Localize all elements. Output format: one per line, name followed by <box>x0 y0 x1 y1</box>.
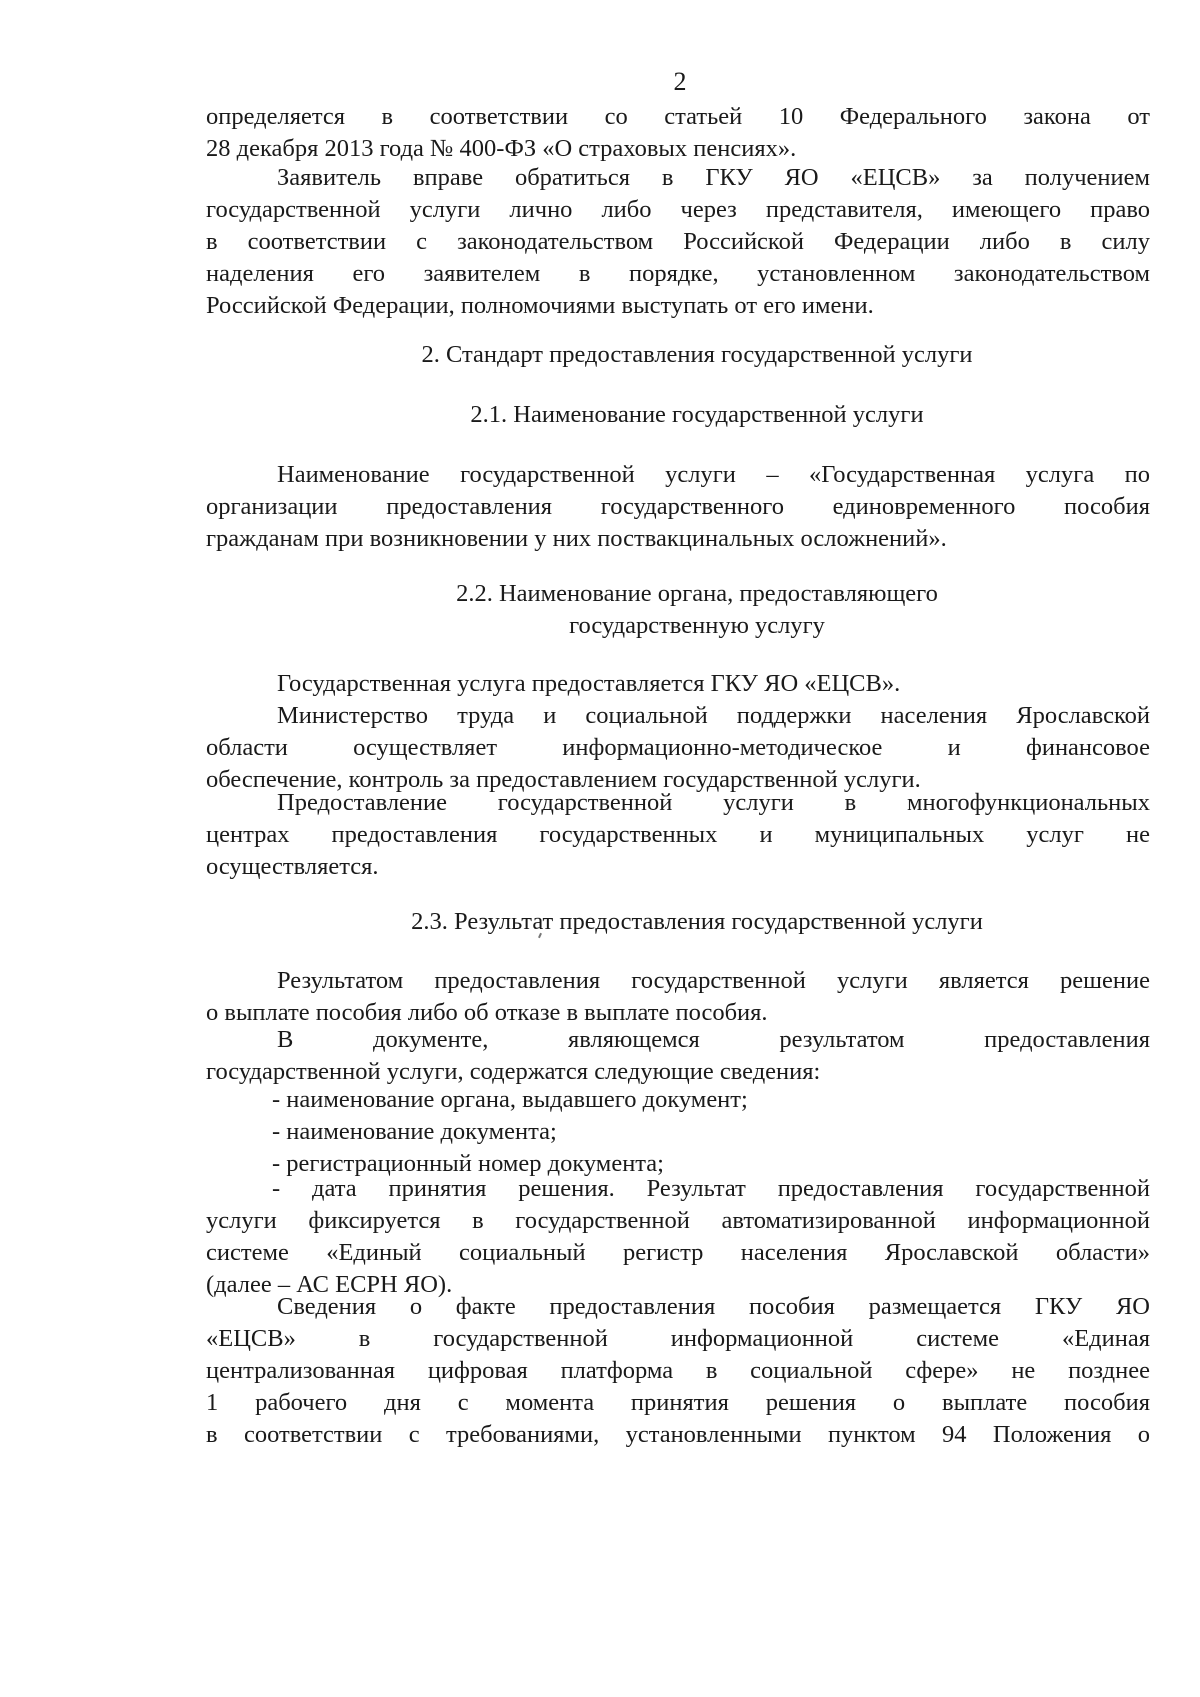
paragraph-applicant <box>206 162 1150 322</box>
section-heading-2: 2. Стандарт предоставления государственной услуги <box>421 341 973 368</box>
text-line: (далее – АС ЕСРН ЯО). <box>206 1271 453 1298</box>
text-line: гражданам при возникновении у них поствакцинальных осложнений». <box>206 525 947 552</box>
text-line: наделения его заявителем в порядке, установленном законодательством <box>206 260 1150 287</box>
text-line: государственной услуги, содержатся следующие сведения: <box>206 1058 821 1085</box>
heading-line: государственную услугу <box>569 612 825 639</box>
paragraph-intro <box>206 101 1150 165</box>
paragraph-2-2-c <box>206 787 1150 883</box>
list-item: - регистрационный номер документа; <box>272 1150 664 1177</box>
paragraph-2-3-d <box>206 1291 1150 1451</box>
text-line: определяется в соответствии со статьей 10 Федерального закона от <box>206 103 1150 130</box>
text-line: Заявитель вправе обратиться в ГКУ ЯО «ЕЦСВ» за получением <box>277 164 1150 191</box>
text-line: в соответствии с законодательством Российской Федерации либо в силу <box>206 228 1150 255</box>
paragraph-2-1 <box>206 459 1150 555</box>
text-line: осуществляется. <box>206 853 379 880</box>
heading-line: 2.2. Наименование органа, предоставляющего <box>456 580 938 607</box>
paragraph-2-2-b <box>206 700 1150 796</box>
section-heading-2-3: 2.3. Результат предоставления государственной услуги <box>411 908 983 935</box>
paragraph-2-3-b <box>206 1024 1150 1088</box>
section-heading-2-1: 2.1. Наименование государственной услуги <box>470 401 924 428</box>
text-line: 1 рабочего дня с момента принятия решения о выплате пособия <box>206 1389 1150 1416</box>
text-line: Российской Федерации, полномочиями выступать от его имени. <box>206 292 874 319</box>
list-item: - наименование органа, выдавшего документ; <box>272 1086 748 1113</box>
text-line: центрах предоставления государственных и муниципальных услуг не <box>206 821 1150 848</box>
text-line: в соответствии с требованиями, установленными пунктом 94 Положения о <box>206 1421 1150 1448</box>
text-line: Сведения о факте предоставления пособия размещается ГКУ ЯО <box>277 1293 1150 1320</box>
section-heading-2-2 <box>225 578 1169 642</box>
text-line: Министерство труда и социальной поддержки населения Ярославской <box>277 702 1150 729</box>
text-line: о выплате пособия либо об отказе в выплате пособия. <box>206 999 768 1026</box>
text-line: Предоставление государственной услуги в многофункциональных <box>277 789 1150 816</box>
result-details-list <box>206 1084 1150 1180</box>
text-line: обеспечение, контроль за предоставлением государственной услуги. <box>206 766 921 793</box>
list-item: - наименование документа; <box>272 1118 557 1145</box>
text-line: - дата принятия решения. Результат предоставления государственной <box>272 1175 1150 1202</box>
paragraph-2-2-a <box>206 668 1150 700</box>
text-line: организации предоставления государственного единовременного пособия <box>206 493 1150 520</box>
text-line: Результатом предоставления государственной услуги является решение <box>277 967 1150 994</box>
text-line: «ЕЦСВ» в государственной информационной системе «Единая <box>206 1325 1150 1352</box>
page-number: 2 <box>673 67 687 96</box>
text-line: Наименование государственной услуги – «Государственная услуга по <box>277 461 1150 488</box>
text-line: Государственная услуга предоставляется ГКУ ЯО «ЕЦСВ». <box>277 670 901 697</box>
paragraph-2-3-c <box>206 1173 1150 1301</box>
text-line: услуги фиксируется в государственной автоматизированной информационной <box>206 1207 1150 1234</box>
text-line: централизованная цифровая платформа в социальной сфере» не позднее <box>206 1357 1150 1384</box>
paragraph-2-3-a <box>206 965 1150 1029</box>
text-line: области осуществляет информационно-методическое и финансовое <box>206 734 1150 761</box>
text-line: 28 декабря 2013 года № 400-ФЗ «О страховых пенсиях». <box>206 135 797 162</box>
text-line: государственной услуги лично либо через представителя, имеющего право <box>206 196 1150 223</box>
text-line: системе «Единый социальный регистр населения Ярославской области» <box>206 1239 1150 1266</box>
text-line: В документе, являющемся результатом предоставления <box>277 1026 1150 1053</box>
